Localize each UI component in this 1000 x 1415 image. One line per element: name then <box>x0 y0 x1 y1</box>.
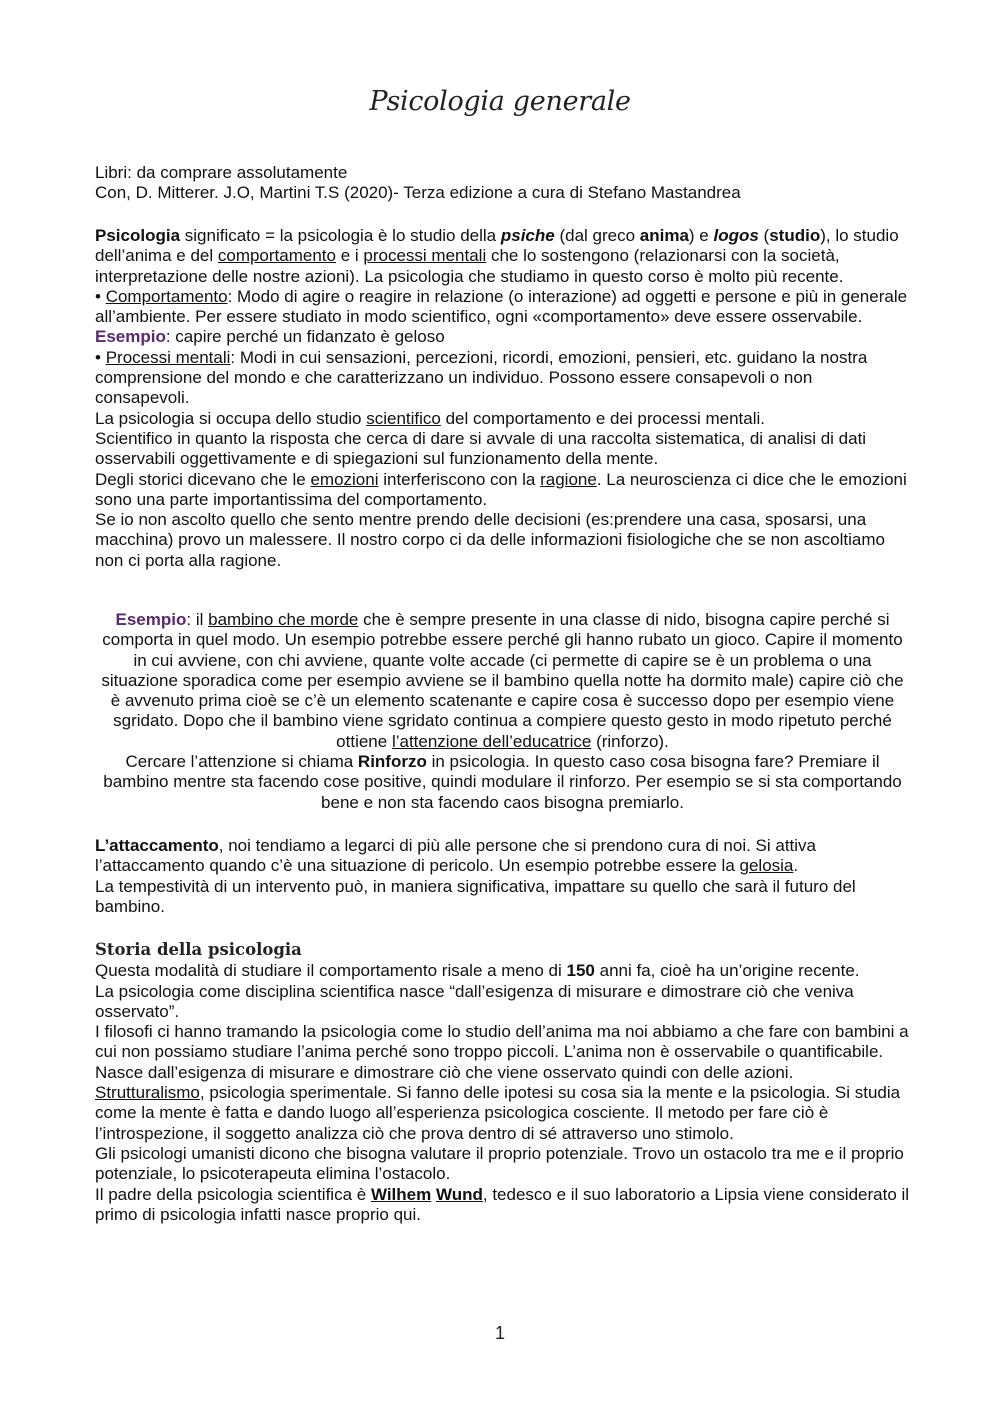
history-paragraph-6 <box>95 1185 910 1226</box>
term-studio: studio <box>769 226 821 245</box>
text-run: Degli storici dicevano che le <box>95 469 311 489</box>
intro-section <box>95 226 910 571</box>
text-run: . La neuroscienza ci dice che le emozioni sono una parte importantissima del comportamento. <box>95 469 907 509</box>
text-run: : il <box>186 610 209 629</box>
underlined-comportamento: comportamento <box>217 246 336 266</box>
term-attaccamento: L’attaccamento <box>95 836 219 855</box>
example-label: Esempio <box>95 327 166 347</box>
term-anima: anima <box>639 226 689 245</box>
text-run: ( <box>758 226 770 245</box>
intro-paragraph <box>95 226 910 287</box>
emotions-paragraph-2: Se io non ascolto quello che sento mentre prendo delle decisioni (es:prendere una casa, sposarsi, una macchina) provo un malessere. Il nostro corpo ci da delle informazioni fisiologiche che se non ascoltiamo non ci porta alla ragione. <box>95 510 885 570</box>
bold-150: 150 <box>566 961 595 981</box>
text-run: , psicologia sperimentale. Si fanno delle ipotesi su cosa sia la mente e la psicologia. Si studia come la mente è fatta e dando luogo all’esperienza psicologica cosciente. Il metodo per fare ciò è l’introspezione, il soggetto analizza ciò che prova dentro di sé attraverso uno stimolo. <box>95 1083 901 1143</box>
text-run: ), lo studio dell’anima e del <box>95 226 899 266</box>
scientific-paragraph <box>95 409 910 429</box>
text-run: , noi tendiamo a legarci di più alle persone che si prendono cura di noi. Si attiva l’attaccamento quando c’è una situazione di pericolo. Un esempio potrebbe essere la <box>95 836 817 876</box>
name-wilhem: Wilhem <box>370 1184 432 1204</box>
bullet-glyph: • <box>95 347 106 367</box>
underlined-scientifico: scientifico <box>366 408 441 428</box>
text-run: e i <box>335 246 364 266</box>
text-run: , tedesco e il suo laboratorio a Lipsia viene considerato il primo di psicologia infatti nasce proprio qui. <box>95 1184 910 1224</box>
text-run: : Modo di agire o reagire in relazione (o interazione) ad oggetti e persone e più in generale all’ambiente. Per essere studiato in modo scientifico, ogni «comportamento» deve essere osservabile. <box>95 286 908 327</box>
text-run: significato = la psicologia è lo studio della <box>180 226 501 245</box>
history-paragraph-2: La psicologia come disciplina scientifica nasce “dall’esigenza di misurare e dimostrare ciò che veniva osservato”. <box>95 981 854 1021</box>
underlined-emozioni: emozioni <box>310 469 379 489</box>
text-run: del comportamento e dei processi mentali. <box>440 408 765 428</box>
attachment-section <box>95 836 910 917</box>
document-title: Psicologia generale <box>369 86 631 117</box>
term-rinforzo: Rinforzo <box>357 752 427 772</box>
history-paragraph-1 <box>95 961 910 981</box>
text-run: in psicologia. In questo caso cosa bisogna fare? Premiare il bambino mentre sta facendo cose positive, quindi modulare il rinforzo. Per esempio se si sta comportando bene e non sta facendo caos bisogna premiarlo. <box>103 752 902 812</box>
attachment-paragraph <box>95 836 910 877</box>
history-paragraph-3: I filosofi ci hanno tramando la psicologia come lo studio dell’anima ma noi abbiamo a che fare con bambini a cui non possiamo studiare l’anima perché sono troppo piccoli. L’anima non è osservabile o quantificabile. Nasce dall’esigenza di misurare e dimostrare ciò che viene osservato quindi con delle azioni. <box>95 1022 909 1082</box>
text-run: Il padre della psicologia scientifica è <box>95 1184 371 1204</box>
history-paragraph-5: Gli psicologi umanisti dicono che bisogna valutare il proprio potenziale. Trovo un ostacolo tra me e il proprio potenziale, lo psicoterapeuta elimina l’ostacolo. <box>95 1143 904 1184</box>
bullet-glyph: • <box>95 286 106 306</box>
books-section <box>95 163 910 204</box>
underlined-processi-mentali: processi mentali <box>363 246 487 266</box>
text-run: interferiscono con la <box>378 469 541 489</box>
text-run: ) e <box>688 226 714 245</box>
term-logos: logos <box>713 226 759 245</box>
example-paragraph <box>95 610 910 752</box>
underlined-gelosia: gelosia <box>739 856 794 876</box>
text-run: . <box>793 856 799 876</box>
name-wund: Wund <box>435 1184 483 1204</box>
text-run: Questa modalità di studiare il comportamento risale a meno di <box>95 961 567 981</box>
text-run: che è sempre presente in una classe di nido, bisogna capire perché si comporta in quel modo. Un esempio potrebbe essere perché gli hanno rubato un gioco. Capire il momento in cui avviene, con chi avviene, quante volte accade (ci permette di capire se è un problema o una situazione sporadica come per esempio avviene se il bambino quella notte ha dormito male) capire ciò che è avvenuto prima cioè se c’è un elemento scatenante e capire cosa è successo dopo per esempio viene sgridato. Dopo che il bambino viene sgridato continua a compiere questo gesto in modo ripetuto perché ottiene <box>101 610 904 751</box>
underlined-strutturalismo: Strutturalismo <box>95 1083 200 1103</box>
example-section <box>95 610 910 813</box>
history-section <box>95 940 910 1225</box>
history-paragraph-4 <box>95 1083 910 1144</box>
history-heading: Storia della psicologia <box>95 940 302 959</box>
books-line-2: Con, D. Mitterer. J.O, Martini T.S (2020)- Terza edizione a cura di Stefano Mastandrea <box>95 183 741 203</box>
rinforzo-paragraph <box>95 752 910 813</box>
text-run: (rinforzo). <box>591 731 669 751</box>
scientific-paragraph-2: Scientifico in quanto la risposta che cerca di dare si avvale di una raccolta sistematica, di analisi di dati osservabili oggettivamente e di spiegazioni sul funzionamento della mente. <box>95 428 867 469</box>
text-run: Cercare l’attenzione si chiama <box>125 752 358 772</box>
example-label: Esempio <box>115 610 187 629</box>
emotions-paragraph <box>95 470 910 511</box>
term-psicologia: Psicologia <box>95 226 181 245</box>
text-run: (dal greco <box>554 226 640 245</box>
bullet-term: Processi mentali <box>105 347 231 367</box>
attachment-paragraph-2: La tempestività di un intervento può, in maniera significativa, impattare su quello che sarà il futuro del bambino. <box>95 876 856 916</box>
text-run: anni fa, cioè ha un’origine recente. <box>594 961 860 981</box>
books-line-1: Libri: da comprare assolutamente <box>95 163 348 182</box>
term-psiche: psiche <box>500 226 555 245</box>
underlined-attenzione-educatrice: l’attenzione dell’educatrice <box>391 731 592 751</box>
text-run: : capire perché un fidanzato è geloso <box>165 327 445 347</box>
page-number: 1 <box>494 1323 505 1343</box>
bullet-term: Comportamento <box>105 286 228 306</box>
text-run: che lo sostengono (relazionarsi con la società, interpretazione delle nostre azioni). La psicologia che studiamo in questo corso è molto più recente. <box>95 246 844 286</box>
bullet-processi-mentali <box>95 348 910 409</box>
text-run: : Modi in cui sensazioni, percezioni, ricordi, emozioni, pensieri, etc. guidano la nostra comprensione del mondo e che caratterizzano un individuo. Possono essere consapevoli o non consapevoli. <box>95 347 868 408</box>
bullet-comportamento <box>95 287 910 348</box>
underlined-ragione: ragione <box>540 469 597 489</box>
underlined-bambino-che-morde: bambino che morde <box>208 610 359 629</box>
text-run: La psicologia si occupa dello studio <box>95 408 367 428</box>
